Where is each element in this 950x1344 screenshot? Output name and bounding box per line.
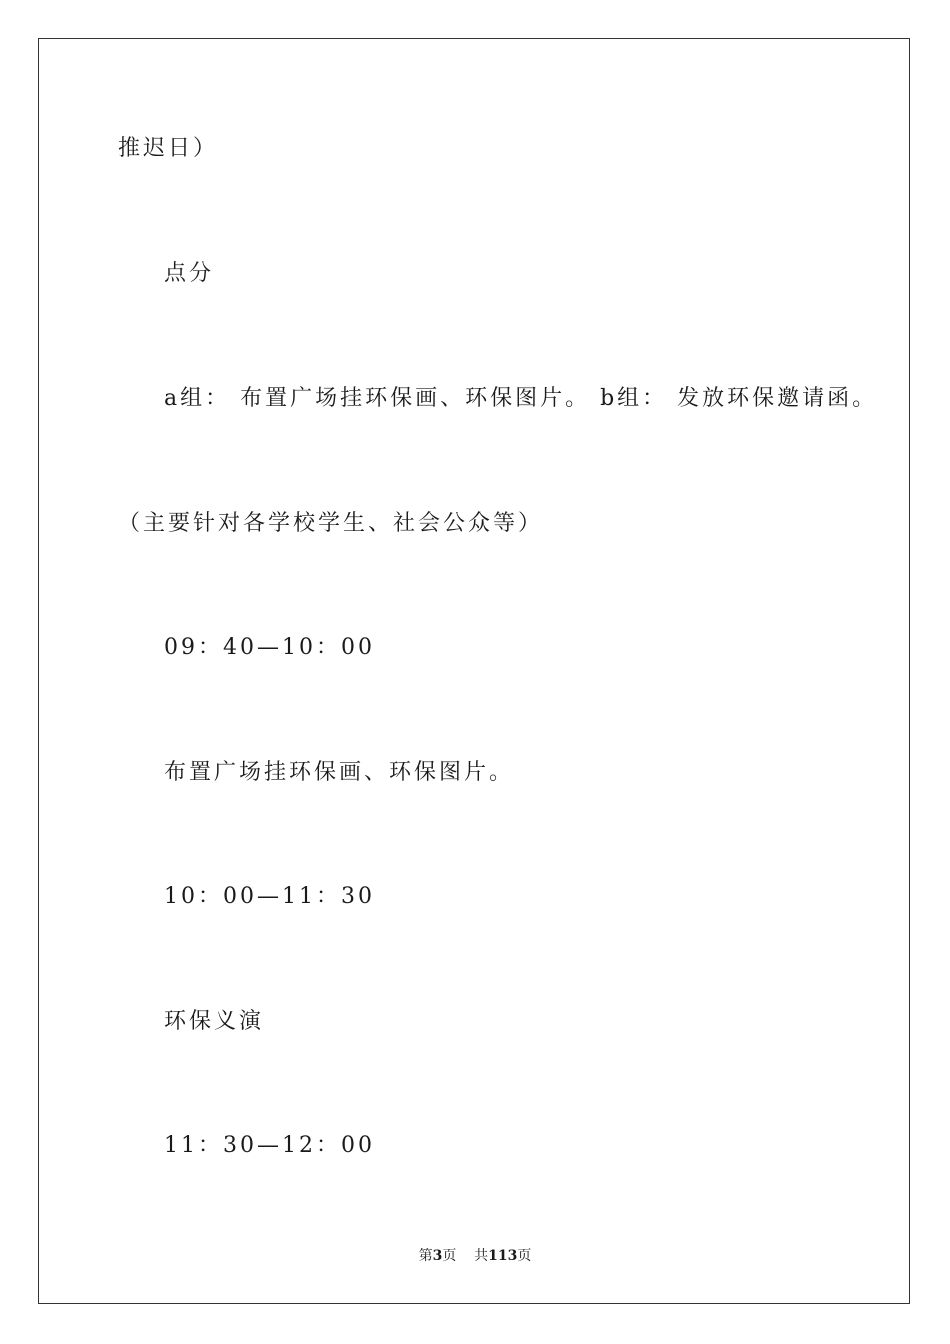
page-border bbox=[38, 38, 910, 1304]
footer-prefix: 第 bbox=[418, 1248, 433, 1264]
text-line-7: 10：00—11：30 bbox=[164, 884, 375, 909]
text-line-9: 11：30—12：00 bbox=[164, 1133, 375, 1158]
text-line-4: （主要针对各学校学生、社会公众等） bbox=[118, 511, 544, 536]
footer-suffix: 页 bbox=[517, 1248, 532, 1264]
footer-page-number: 3 bbox=[432, 1248, 443, 1264]
footer-total-pages: 113 bbox=[488, 1248, 518, 1264]
footer-mid: 页 共 bbox=[442, 1248, 489, 1264]
text-line-5: 09：40—10：00 bbox=[164, 635, 375, 660]
text-line-8: 环保义演 bbox=[164, 1009, 265, 1034]
text-line-6: 布置广场挂环保画、环保图片。 bbox=[164, 760, 515, 785]
text-line-3: a组： 布置广场挂环保画、环保图片。 b组： 发放环保邀请函。 bbox=[164, 386, 878, 411]
text-line-1: 推迟日） bbox=[118, 136, 219, 161]
page-footer bbox=[0, 1247, 950, 1265]
text-line-2: 点分 bbox=[164, 261, 215, 286]
